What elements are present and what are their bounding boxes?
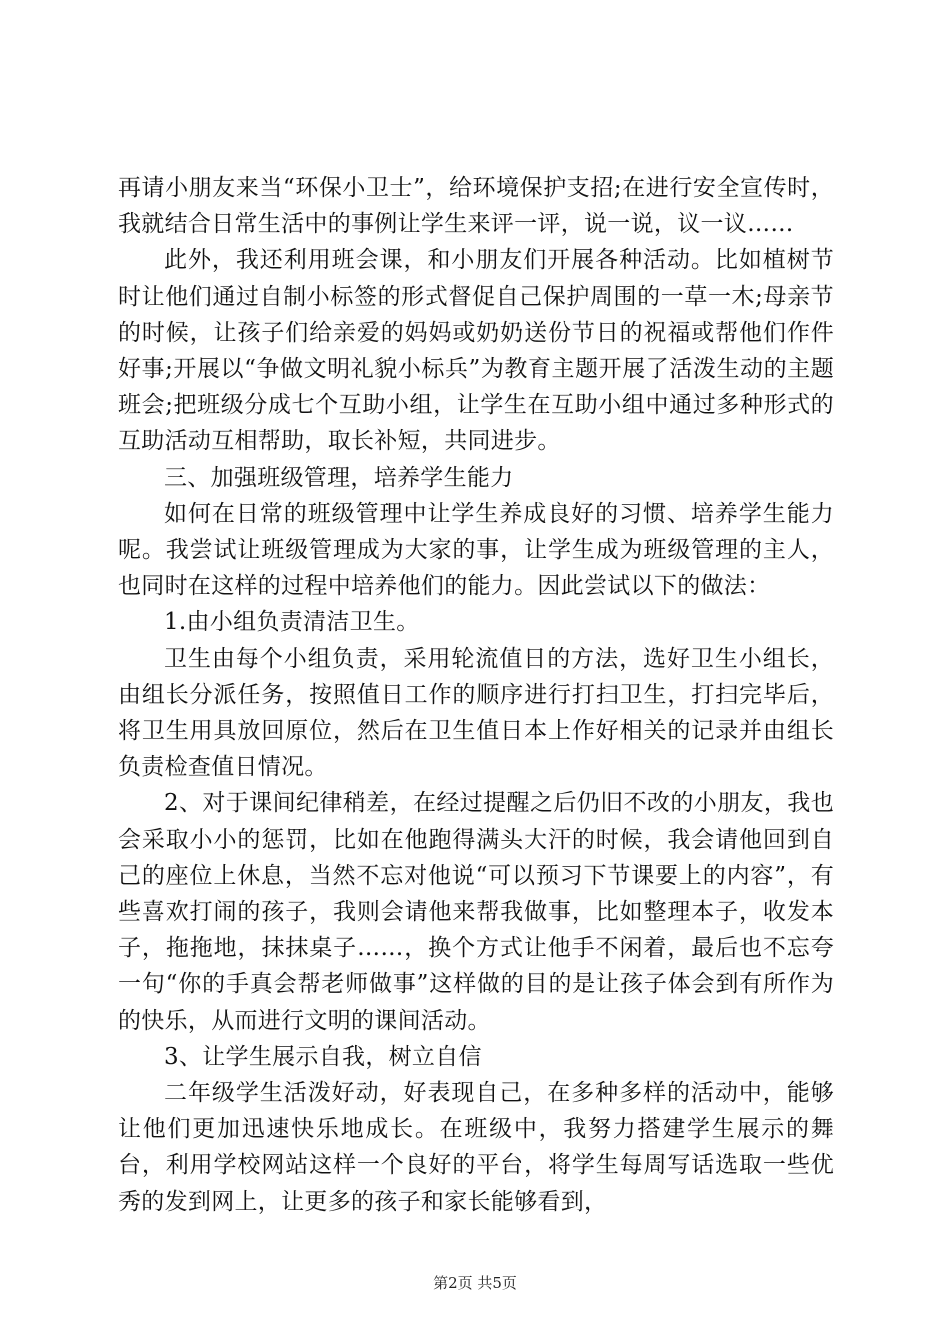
- paragraph-6: 卫生由每个小组负责，采用轮流值日的方法，选好卫生小组长，由组长分派任务，按照值日工作的顺序进行打扫卫生，打扫完毕后，将卫生用具放回原位，然后在卫生值日本上作好相关的记录并由组长负责检查值日情况。: [118, 645, 834, 781]
- section-heading-3: 三、加强班级管理，培养学生能力: [164, 464, 514, 491]
- list-item-3-heading: 3、让学生展示自我，树立自信: [164, 1043, 482, 1070]
- list-item-1-heading: 1.由小组负责清洁卫生。: [164, 609, 420, 636]
- paragraph-1: 再请小朋友来当“环保小卫士”，给环境保护支招;在进行安全宣传时，我就结合日常生活中的事例让学生来评一评，说一说，议一议……: [118, 175, 834, 238]
- paragraph-2: 此外，我还利用班会课，和小朋友们开展各种活动。比如植树节时让他们通过自制小标签的形式督促自己保护周围的一草一木;母亲节的时候，让孩子们给亲爱的妈妈或奶奶送份节日的祝福或帮他们作件好事;开展以“争做文明礼貌小标兵”为教育主题开展了活泼生动的主题班会;把班级分成七个互助小组，让学生在互助小组中通过多种形式的互助活动互相帮助，取长补短，共同进步。: [118, 247, 834, 455]
- page-footer: 第2页 共5页: [433, 1274, 517, 1292]
- paragraph-7: 2、对于课间纪律稍差，在经过提醒之后仍旧不改的小朋友，我也会采取小小的惩罚，比如在他跑得满头大汗的时候，我会请他回到自己的座位上休息，当然不忘对他说“可以预习下节课要上的内容”，有些喜欢打闹的孩子，我则会请他来帮我做事，比如整理本子，收发本子，拖拖地，抹抹桌子……，换个方式让他手不闲着，最后也不忘夸一句“你的手真会帮老师做事”这样做的目的是让孩子体会到有所作为的快乐，从而进行文明的课间活动。: [118, 790, 834, 1034]
- paragraph-9: 二年级学生活泼好动，好表现自己，在多种多样的活动中，能够让他们更加迅速快乐地成长。在班级中，我努力搭建学生展示的舞台，利用学校网站这样一个良好的平台，将学生每周写话选取一些优秀的发到网上，让更多的孩子和家长能够看到，: [118, 1080, 834, 1215]
- document-body: [118, 170, 834, 1220]
- paragraph-4: 如何在日常的班级管理中让学生养成良好的习惯、培养学生能力呢。我尝试让班级管理成为大家的事，让学生成为班级管理的主人，也同时在这样的过程中培养他们的能力。因此尝试以下的做法：: [118, 500, 834, 600]
